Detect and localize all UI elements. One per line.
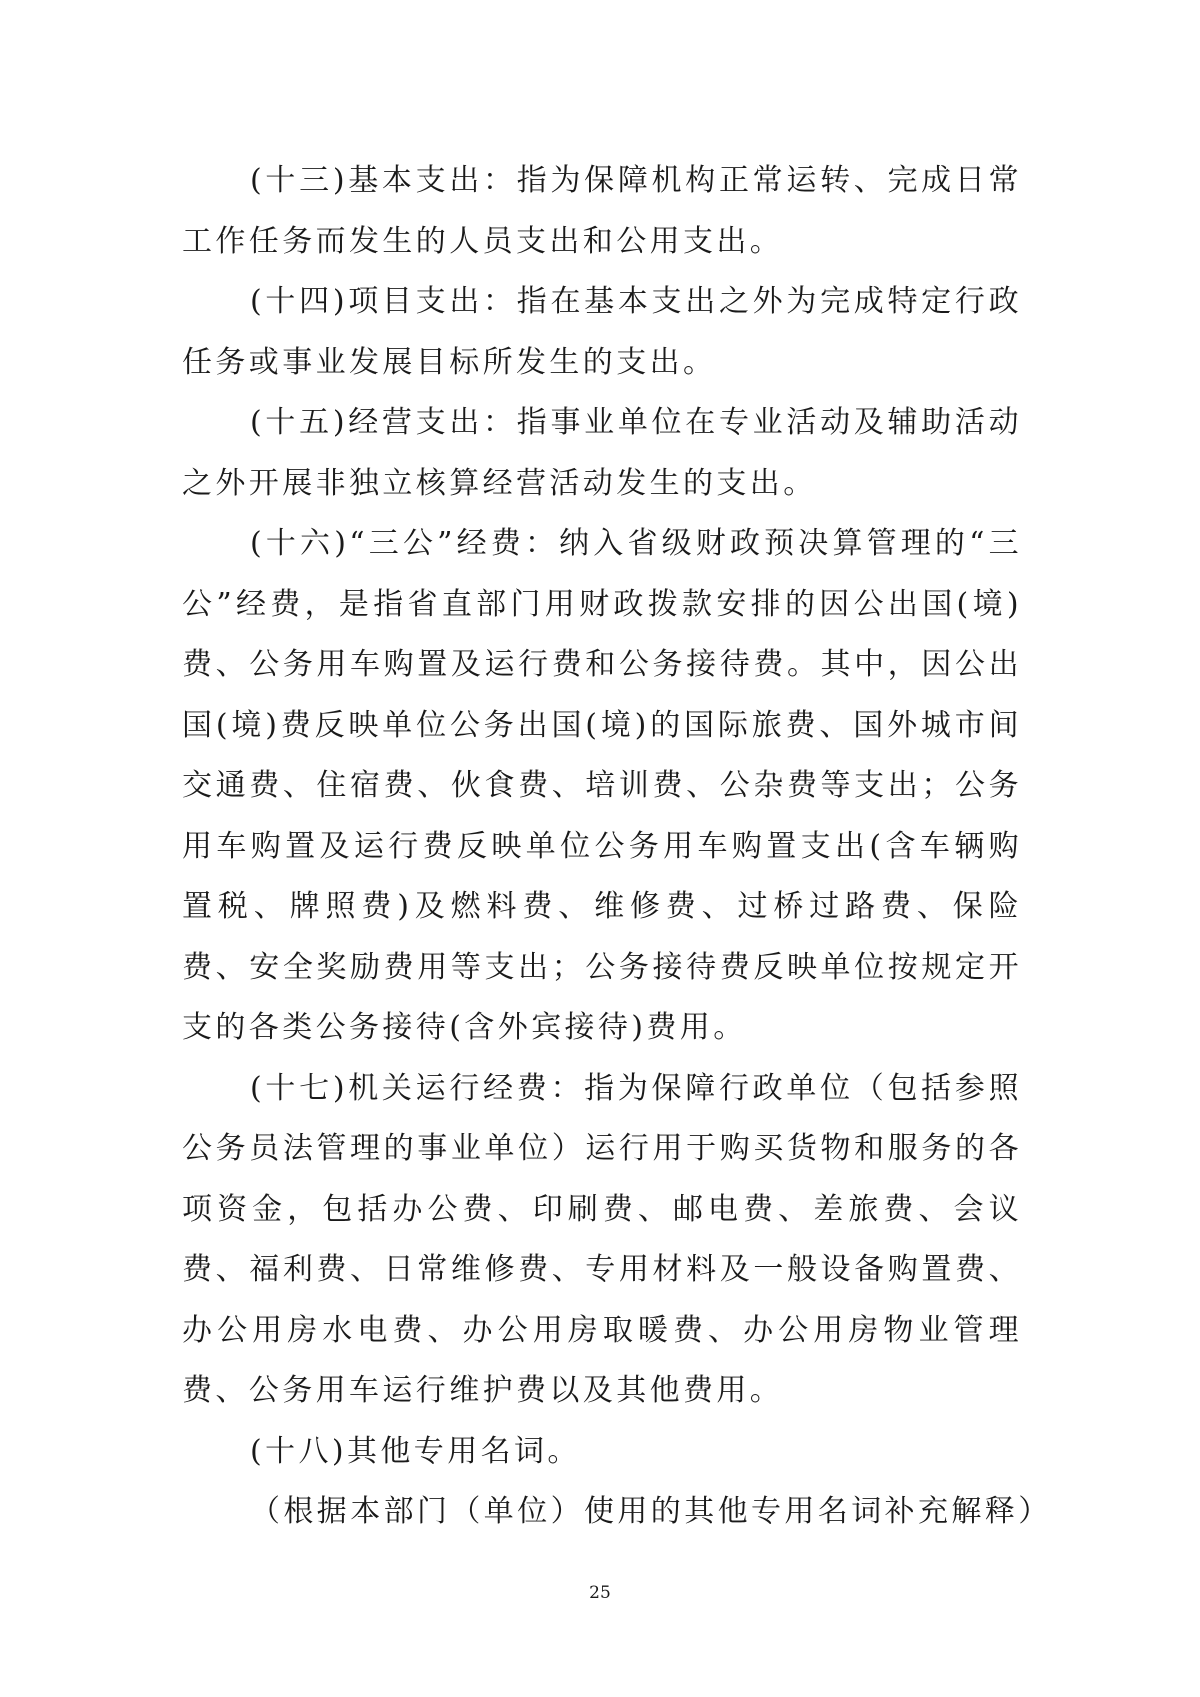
body-text xyxy=(182,151,1052,1543)
supplementary-note: （根据本部门（单位）使用的其他专用名词补充解释） xyxy=(250,1494,1052,1529)
paragraph-operating-expenditure: (十五)经营支出：指事业单位在专业活动及辅助活动之外开展非独立核算经营活动发生的支出。 xyxy=(182,405,1022,501)
paragraph-project-expenditure: (十四)项目支出：指在基本支出之外为完成特定行政任务或事业发展目标所发生的支出。 xyxy=(182,284,1022,380)
paragraph-three-public-expenses: (十六)“三公”经费：纳入省级财政预决算管理的“三公”经费，是指省直部门用财政拨款安排的因公出国(境)费、公务用车购置及运行费和公务接待费。其中，因公出国(境)费反映单位公务出国(境)的国际旅费、国外城市间交通费、住宿费、伙食费、培训费、公杂费等支出；公务用车购置及运行费反映单位公务用车购置支出(含车辆购置税、牌照费)及燃料费、维修费、过桥过路费、保险费、安全奖励费用等支出；公务接待费反映单位按规定开支的各类公务接待(含外宾接待)费用。 xyxy=(182,526,1022,1045)
paragraph-agency-operating-funds: (十七)机关运行经费：指为保障行政单位（包括参照公务员法管理的事业单位）运行用于购买货物和服务的各项资金，包括办公费、印刷费、邮电费、差旅费、会议费、福利费、日常维修费、专用材料及一般设备购置费、办公用房水电费、办公用房取暖费、办公用房物业管理费、公务用车运行维护费以及其他费用。 xyxy=(182,1070,1022,1408)
paragraph-basic-expenditure: (十三)基本支出：指为保障机构正常运转、完成日常工作任务而发生的人员支出和公用支出。 xyxy=(182,163,1022,259)
paragraph-other-terms: (十八)其他专用名词。 xyxy=(250,1433,581,1469)
page-number: 25 xyxy=(589,1583,611,1603)
